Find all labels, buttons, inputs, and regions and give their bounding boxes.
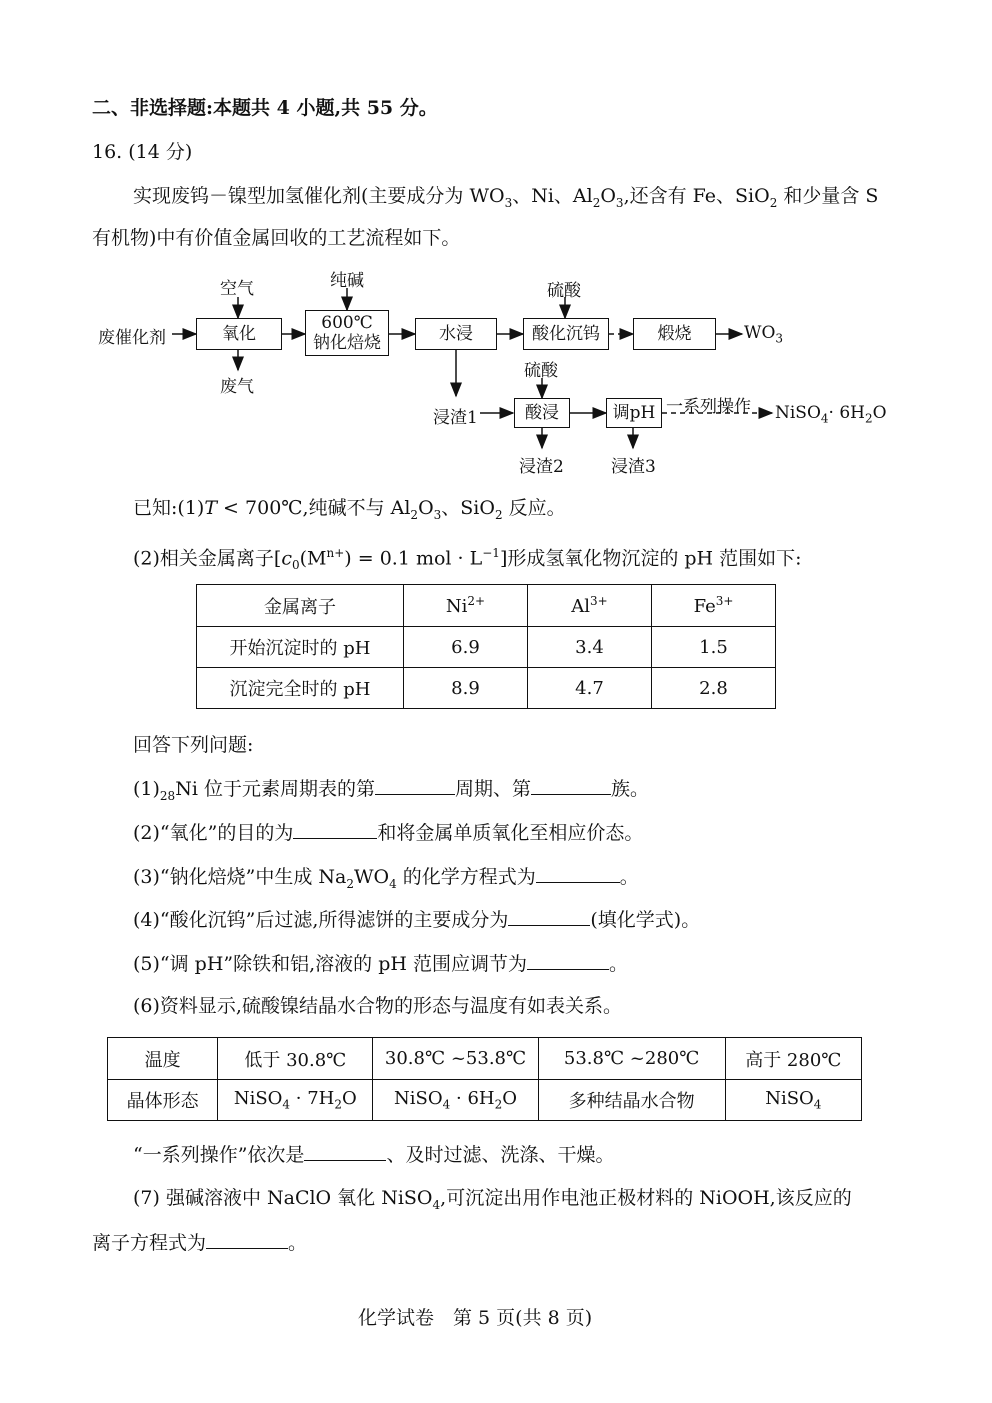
answer-blank[interactable] [527, 951, 609, 970]
ph-table-cell: 2.8 [652, 668, 776, 709]
ph-table-row [197, 627, 776, 668]
residue-1-label: 浸渣1 [433, 408, 478, 428]
soda-label: 纯碱 [330, 271, 364, 291]
question-7-line-2: 离子方程式为 。 [92, 1232, 308, 1254]
known-1: 已知:(1)T < 700℃,纯碱不与 $Al_2O_3$、SiO$_2$ 反应。 [133, 497, 566, 522]
question-6: (6)资料显示,硫酸镍结晶水合物的形态与温度有如表关系。 [133, 995, 622, 1017]
ph-table-cell: 4.7 [528, 668, 652, 709]
crystal-table-cell: 晶体形态 [108, 1080, 218, 1121]
ph-table-header: 金属离子 [197, 585, 404, 627]
answer-blank[interactable] [375, 776, 455, 795]
acid-leach-box: 酸浸 [514, 398, 570, 428]
series-operations-label: 一系列操作 [666, 397, 751, 417]
wo3-product: $WO_3$ [744, 323, 784, 346]
water-leach-box: 水浸 [415, 318, 497, 350]
answer-blank[interactable] [531, 776, 611, 795]
crystal-table-cell: NiSO$_4$ · $6H_2O$ [373, 1080, 538, 1121]
answer-blank[interactable] [536, 864, 620, 883]
crystal-table-cell: 多种结晶水合物 [538, 1080, 725, 1121]
answer-blank[interactable] [304, 1142, 386, 1161]
waste-gas-label: 废气 [220, 377, 254, 397]
ph-table-cell: 1.5 [652, 627, 776, 668]
ph-table-header-row [197, 585, 776, 627]
question-1: $(1)_{28}Ni$ 位于元素周期表的第 周期、第 族。 [133, 778, 649, 803]
crystal-table-row [108, 1038, 862, 1080]
crystal-table-cell: 温度 [108, 1038, 218, 1080]
nickel-sulfate-product: NiSO$_4$· $6H_2O$ [775, 403, 887, 426]
ph-table-cell: 3.4 [528, 627, 652, 668]
ph-table-cell: 开始沉淀时的 pH [197, 627, 404, 668]
answer-blank[interactable] [293, 820, 377, 839]
ph-table-header: $Fe^{3+}$ [652, 585, 776, 627]
question-6b: “一系列操作”依次是 、及时过滤、洗涤、干燥。 [133, 1144, 615, 1166]
known-2: (2)相关金属离子[$c_0(M^{n+}) = 0.1$ mol · $L^{-1}$]形成氢氧化物沉淀的 pH 范围如下: [133, 546, 802, 573]
page-footer: 化学试卷 第 5 页(共 8 页) [358, 1307, 593, 1329]
ph-table-header: $Ni^{2+}$ [404, 585, 528, 627]
question-number: 16. (14 分) [92, 141, 193, 163]
sulfuric-acid-label-1: 硫酸 [547, 281, 581, 301]
ph-table-cell: 8.9 [404, 668, 528, 709]
question-2: (2)“氧化”的目的为 和将金属单质氧化至相应价态。 [133, 822, 644, 844]
crystal-table-cell: 30.8℃ ~53.8℃ [373, 1038, 538, 1080]
section-heading: 二、非选择题:本题共 4 小题,共 55 分。 [92, 97, 438, 119]
ph-table-row [197, 668, 776, 709]
question-5: (5)“调 pH”除铁和铝,溶液的 pH 范围应调节为 。 [133, 953, 628, 975]
oxidize-box: 氧化 [196, 318, 282, 350]
answer-blank[interactable] [206, 1230, 288, 1249]
answer-prompt: 回答下列问题: [133, 734, 254, 756]
crystal-table-cell: 高于 280℃ [725, 1038, 861, 1080]
residue-2-label: 浸渣2 [519, 457, 564, 477]
ph-table-cell: 沉淀完全时的 pH [197, 668, 404, 709]
ph-table-header: $Al^{3+}$ [528, 585, 652, 627]
ph-range-table [196, 584, 776, 709]
intro-line-2: 有机物)中有价值金属回收的工艺流程如下。 [92, 227, 461, 249]
answer-blank[interactable] [508, 907, 590, 926]
roast-box: 600℃ 钠化焙烧 [305, 310, 389, 356]
crystal-table-cell: 53.8℃ ~280℃ [538, 1038, 725, 1080]
process-flow-diagram [0, 0, 992, 480]
question-7-line-1: (7) 强碱溶液中 NaClO 氧化 NiSO$_4$,可沉淀出用作电池正极材料的 NiOOH,该反应的 [133, 1187, 852, 1212]
question-4: (4)“酸化沉钨”后过滤,所得滤饼的主要成分为 (填化学式)。 [133, 909, 701, 931]
crystal-table-cell: NiSO$_4$ [725, 1080, 861, 1121]
crystal-table-row [108, 1080, 862, 1121]
question-3: (3)“钠化焙烧”中生成 $Na_2WO_4$ 的化学方程式为 。 [133, 866, 639, 891]
residue-3-label: 浸渣3 [611, 457, 656, 477]
input-waste-catalyst: 废催化剂 [98, 328, 166, 348]
acid-precipitate-box: 酸化沉钨 [523, 318, 609, 350]
crystal-table-cell: 低于 30.8℃ [218, 1038, 373, 1080]
calcine-box: 煅烧 [633, 318, 716, 350]
sulfuric-acid-label-2: 硫酸 [524, 361, 558, 381]
adjust-ph-box: 调pH [606, 398, 662, 428]
crystal-table-cell: NiSO$_4$ · $7H_2O$ [218, 1080, 373, 1121]
air-label: 空气 [220, 279, 254, 299]
intro-line-1: 实现废钨－镍型加氢催化剂(主要成分为 $WO_3$、Ni、$Al_2O_3$,还含有 Fe、SiO$_2$ 和少量含 S [133, 185, 879, 210]
ph-table-cell: 6.9 [404, 627, 528, 668]
crystal-form-table [107, 1037, 862, 1121]
